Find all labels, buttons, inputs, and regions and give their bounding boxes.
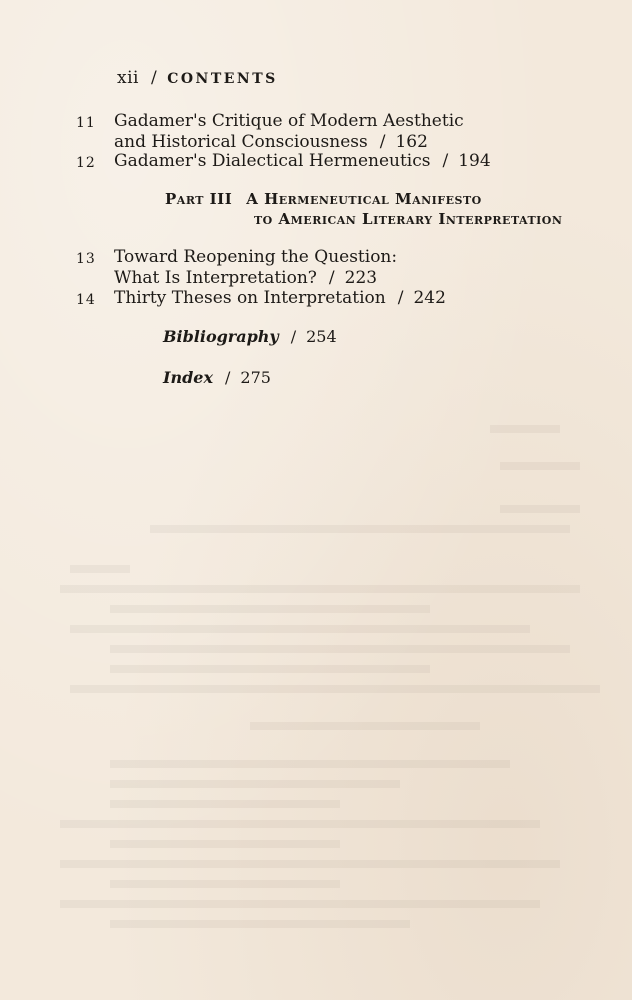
page-number: xii: [117, 68, 139, 88]
slash: /: [225, 368, 231, 387]
part-title-line2: to American Literary Interpretation: [254, 210, 563, 228]
back-matter-label: Bibliography: [163, 327, 279, 346]
chapter-title-line1: Gadamer's Critique of Modern Aesthetic: [114, 111, 464, 131]
page-ref: 162: [395, 132, 428, 152]
part-label: Part III: [165, 190, 233, 208]
page-ref: 194: [458, 151, 491, 171]
page-ref: 275: [240, 368, 271, 387]
chapter-title-line2: What Is Interpretation?: [114, 268, 317, 288]
chapter-number: 11: [76, 115, 96, 131]
page-ref: 223: [344, 268, 378, 288]
slash: /: [290, 327, 297, 346]
chapter-number: 14: [76, 292, 96, 308]
slash: /: [442, 151, 449, 171]
part-title-line1: A Hermeneutical Manifesto: [246, 190, 482, 208]
chapter-title-line2: and Historical Consciousness: [114, 132, 368, 152]
chapter-number: 13: [76, 251, 96, 267]
header-separator: /: [150, 68, 158, 88]
chapter-title: Gadamer's Dialectical Hermeneutics: [114, 151, 431, 171]
slash: /: [379, 132, 386, 152]
chapter-title: Thirty Theses on Interpretation: [114, 288, 386, 308]
slash: /: [328, 268, 335, 288]
chapter-number: 12: [76, 155, 96, 171]
slash: /: [397, 288, 404, 308]
page-title: CONTENTS: [167, 71, 278, 87]
page-ref: 242: [413, 288, 446, 308]
page-ref: 254: [306, 327, 337, 346]
chapter-title-line1: Toward Reopening the Question:: [114, 247, 398, 267]
back-matter-label: Index: [163, 368, 214, 387]
